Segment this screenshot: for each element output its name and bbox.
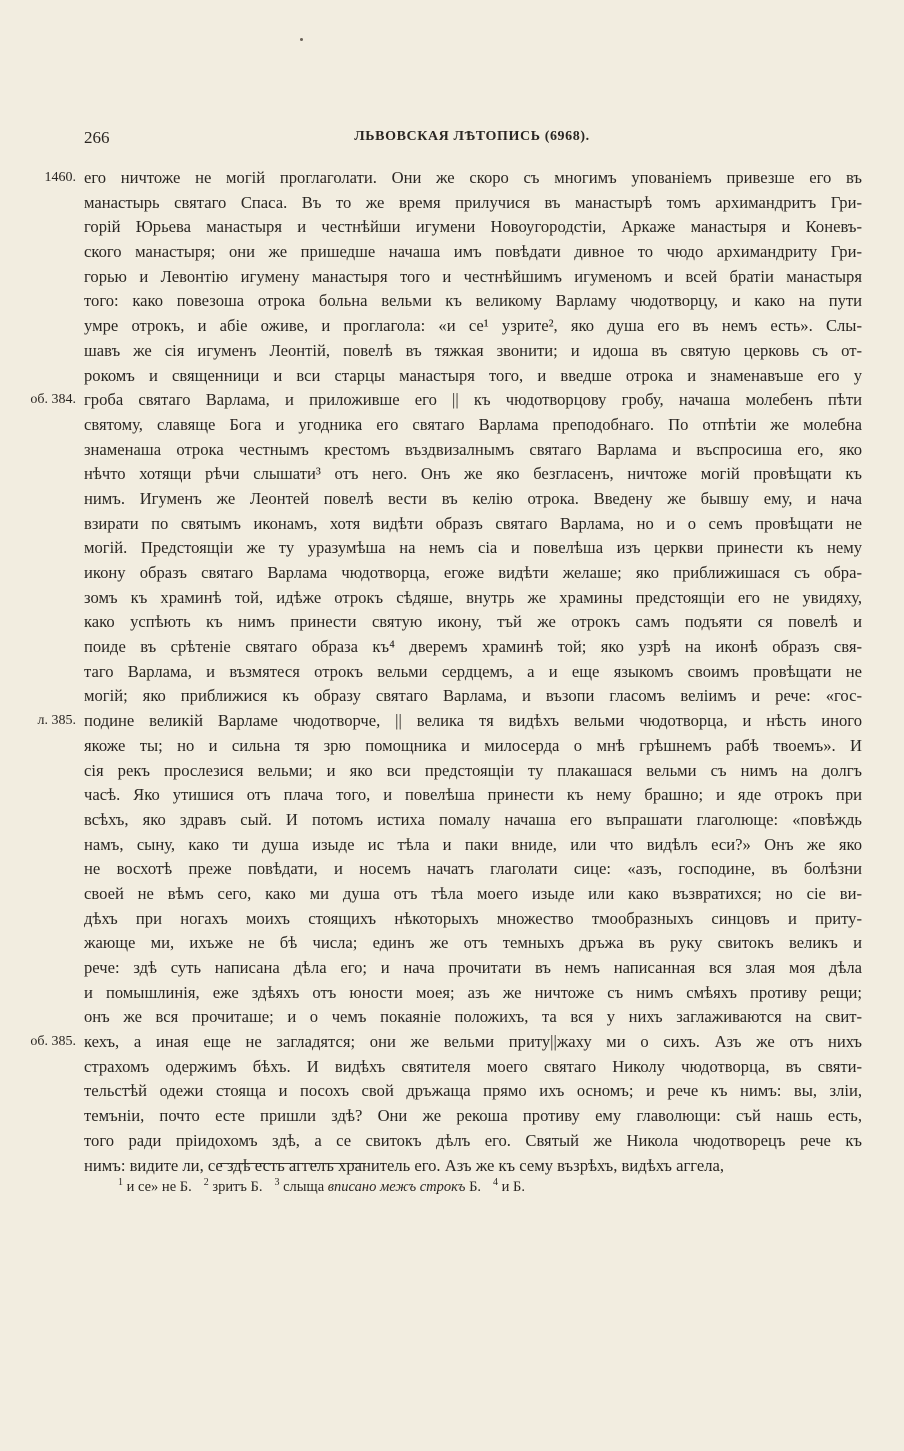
paper-speck	[300, 38, 303, 41]
line-text: якоже ты; но и сильна тя зрю помощника и милосерда о мнѣ грѣшнемъ рабѣ твоемъ». И	[84, 735, 862, 755]
margin-note: 1460.	[44, 170, 76, 185]
line-text: страхомъ одержимъ бѣхъ. И видѣхъ святителя моего святаго Николу чюдотворца, въ святи-	[84, 1056, 862, 1076]
text-line	[84, 339, 862, 364]
text-line	[84, 1079, 862, 1104]
text-line	[84, 882, 862, 907]
line-text: поиде въ срѣтеніе святаго образа къ⁴ дверемъ храминѣ той; яко узрѣ на иконѣ образъ свя-	[84, 637, 862, 657]
text-body	[30, 166, 862, 1178]
line-text: намъ, сыну, како ти душа изыде ис тѣла и паки вниде, или что видѣлъ еси?» Онъ же яко	[84, 834, 862, 854]
footnote-mark: 1	[118, 1177, 123, 1188]
line-text: дѣхъ при ногахъ моихъ стоящихъ нѣкоторыхъ множество тмообразныхъ синцовъ и приту-	[84, 908, 862, 928]
text-line	[84, 660, 862, 685]
text-line	[84, 907, 862, 932]
text-line	[84, 512, 862, 537]
line-text: святому, славяще Бога и угодника его святаго Варлама преподобнаго. По отпѣтіи же молебна	[84, 414, 862, 434]
text-line	[84, 462, 862, 487]
line-text: могій. Предстоящіи же ту уразумѣша на немъ сіа и повелѣша изъ церкви принести къ нему	[84, 538, 862, 558]
text-line	[84, 610, 862, 635]
line-text: рече: здѣ суть написана дѣла его; и нача прочитати въ немъ написанная вся злая моя дѣла	[84, 958, 862, 977]
line-text: шавъ же сія игуменъ Леонтій, повелѣ въ тяжкая звонити; и идоша въ святую церковь съ от-	[84, 340, 862, 360]
line-text: не восхотѣ преже повѣдати, и носемъ начатъ глаголати сице: «азъ, господине, въ болѣзни	[84, 859, 862, 879]
text-line	[84, 438, 862, 463]
footnote	[275, 1179, 482, 1195]
footnote-text: и се» не Б.	[126, 1179, 192, 1195]
line-text: часѣ. Яко утишися отъ плача того, и повелѣша принести къ нему брашно; и яде отрокъ при	[84, 785, 862, 805]
margin-note: л. 385.	[37, 713, 76, 729]
text-line	[84, 734, 862, 759]
text-line	[84, 1129, 862, 1154]
footnote	[204, 1179, 263, 1195]
text-line	[84, 857, 862, 882]
line-text: сія рекъ прослезися вельми; и яко вси предстоящіи ту плакашася вельми съ нимъ на долгъ	[84, 760, 862, 780]
line-text: темъніи, почто есте пришли здѣ? Они же рекоша противу ему главолющи: съй нашь есть,	[84, 1106, 862, 1126]
footnote-text: зритъ Б.	[212, 1179, 263, 1195]
text-line	[84, 561, 862, 586]
text-line	[84, 1104, 862, 1129]
footnote-rule	[218, 1163, 366, 1164]
line-text: подине великій Варламе чюдотворче, || велика тя видѣхъ вельми чюдотворца, и нѣсть иного	[84, 711, 862, 731]
text-line	[84, 833, 862, 858]
page-number: 266	[84, 128, 110, 147]
footnote	[118, 1179, 192, 1195]
footnotes	[118, 1179, 818, 1196]
text-line	[84, 981, 862, 1006]
line-text: зомъ къ храминѣ той, идѣже отрокъ сѣдяше, внутрь же храмины предстоящіи его не увидяху,	[84, 587, 862, 607]
text-line	[84, 1154, 862, 1179]
line-text: горью и Левонтію игумену манастыря того и честнѣйшимъ игуменомъ и всей братіи манастыря	[84, 266, 862, 286]
line-text: тельстѣй одежи стояща и посохъ свой дръжаща прямо ихъ осномъ; и рече къ нимъ: вы, зліи,	[84, 1081, 862, 1101]
margin-note: об. 384.	[30, 392, 76, 408]
line-text: онъ же вся прочиташе; и о чемъ покаяніе положихъ, та вся у нихъ заглаживаются на свит-	[84, 1007, 862, 1027]
text-line	[44, 166, 862, 191]
margin-note: об. 385.	[30, 1034, 76, 1050]
text-line	[84, 759, 862, 784]
text-line	[84, 240, 862, 265]
text-line	[84, 1055, 862, 1080]
line-text: рокомъ и священници и вси старцы манастыря того, и введше отрока и знаменавъше его у	[84, 365, 862, 385]
line-text: ского манастыря; они же пришедше начаша имъ повѣдати дивное то чюдо архимандриту Гри-	[84, 242, 862, 262]
line-text: умре отрокъ, и абіе оживе, и проглагола: «и се¹ узрите², яко душа его въ немъ есть». Слы-	[84, 316, 862, 336]
footnote-mark: 3	[274, 1177, 280, 1188]
line-text: взирати по святымъ иконамъ, хотя видѣти образъ святаго Варлама, но и о семъ провѣщати не	[84, 513, 862, 533]
line-text: нимъ. Игуменъ же Леонтей повелѣ вести въ келію отрока. Введену же бывшу ему, и нача	[84, 488, 862, 508]
text-line	[84, 1005, 862, 1030]
line-text: того: како повезоша отрока больна вельми къ великому Варламу чюдотворцу, и како на пути	[84, 291, 862, 311]
text-line	[84, 487, 862, 512]
line-text: и помышлинія, еже здѣяхъ отъ юности моея; азъ же ничтоже съ нимъ смѣяхъ противу рещи;	[84, 982, 862, 1002]
line-text: горій Юрьева манастыря и честнѣйши игумени Новоугородстіи, Аркаже манастыря и Коневъ-	[84, 217, 862, 237]
text-line	[84, 956, 862, 981]
line-text: своей не вѣмъ сего, како ми душа отъ тѣла моего изыде или како възвратихся; но сіе ви-	[84, 883, 862, 903]
text-line	[84, 931, 862, 956]
footnote-text: и Б.	[501, 1179, 525, 1195]
text-line	[84, 536, 862, 561]
line-text: гроба святаго Варлама, и приложивше его || къ чюдотворцову гробу, начаша молебенъ пѣти	[84, 390, 862, 410]
footnote-mark: 4	[493, 1177, 499, 1188]
text-line	[84, 265, 862, 290]
footnote-mark: 2	[203, 1177, 209, 1188]
line-text: нимъ: видите ли, се здѣ есть аггелъ хранитель его. Азъ же къ сему възрѣхъ, видѣхъ аггела,	[84, 1155, 725, 1175]
text-line	[84, 635, 862, 660]
line-text: икону образъ святаго Варлама чюдотворца, егоже видѣти желаше; яко приближишася съ обра-	[84, 563, 862, 582]
footnote	[493, 1179, 525, 1195]
line-text: како успѣють къ нимъ принести святую икону, тъй же отрокъ самъ подъяти ся повелѣ и	[84, 612, 862, 632]
line-text: манастырь святаго Спаса. Въ то же время прилучися въ манастырѣ томъ архимандритъ Гри-	[84, 192, 862, 212]
footnote-text: слыща	[283, 1179, 325, 1195]
line-text: его ничтоже не могій проглаголати. Они же скоро съ многимъ упованіемъ привезше его въ	[84, 168, 862, 187]
text-line	[84, 684, 862, 709]
text-line	[37, 709, 862, 734]
line-text: таго Варлама, и възмятеся отрокъ вельми сердцемъ, а и еще языкомъ своимъ провѣщати не	[84, 661, 862, 681]
header-title: ЛЬВОВСКАЯ ЛѢТОПИСЬ (6968).	[354, 129, 590, 144]
line-text: знаменаша отрока честнымъ крестомъ въздвизалнымъ святаго Варлама и въспросиша его, яко	[84, 439, 862, 459]
line-text: жающе ми, ихъже не бѣ числа; единъ же отъ темныхъ дръжа въ руку свитокъ великъ и	[84, 933, 862, 953]
line-text: нѣчто хотящи рѣчи слышати³ отъ него. Онъ же яко безгласенъ, ничтоже могій провѣщати къ	[84, 464, 862, 484]
text-line	[84, 191, 862, 216]
text-line	[30, 1030, 862, 1055]
text-line	[84, 215, 862, 240]
text-line	[30, 388, 862, 413]
text-line	[84, 808, 862, 833]
footnote-italic: вписано межъ строкъ	[327, 1179, 466, 1195]
text-line	[84, 783, 862, 808]
running-head	[84, 128, 860, 152]
text-line	[84, 314, 862, 339]
text-line	[84, 289, 862, 314]
footnote-source: Б.	[469, 1179, 482, 1195]
text-line	[84, 413, 862, 438]
text-line	[84, 364, 862, 389]
line-text: того ради пріидохомъ здѣ, а се свитокъ дѣлъ его. Святый же Никола чюдотворецъ рече къ	[84, 1130, 862, 1150]
line-text: всѣхъ, яко здравъ сый. И потомъ истиха помалу начаша его въпрашати глаголюще: «повѣждь	[84, 809, 862, 829]
line-text: могій; яко приближися къ образу святаго Варлама, и възопи гласомъ веліимъ и рече: «гос-	[84, 686, 862, 706]
text-line	[84, 586, 862, 611]
line-text: кехъ, а иная еще не загладятся; они же вельми приту||жаху ми о сихъ. Азъ же отъ нихъ	[84, 1032, 862, 1052]
